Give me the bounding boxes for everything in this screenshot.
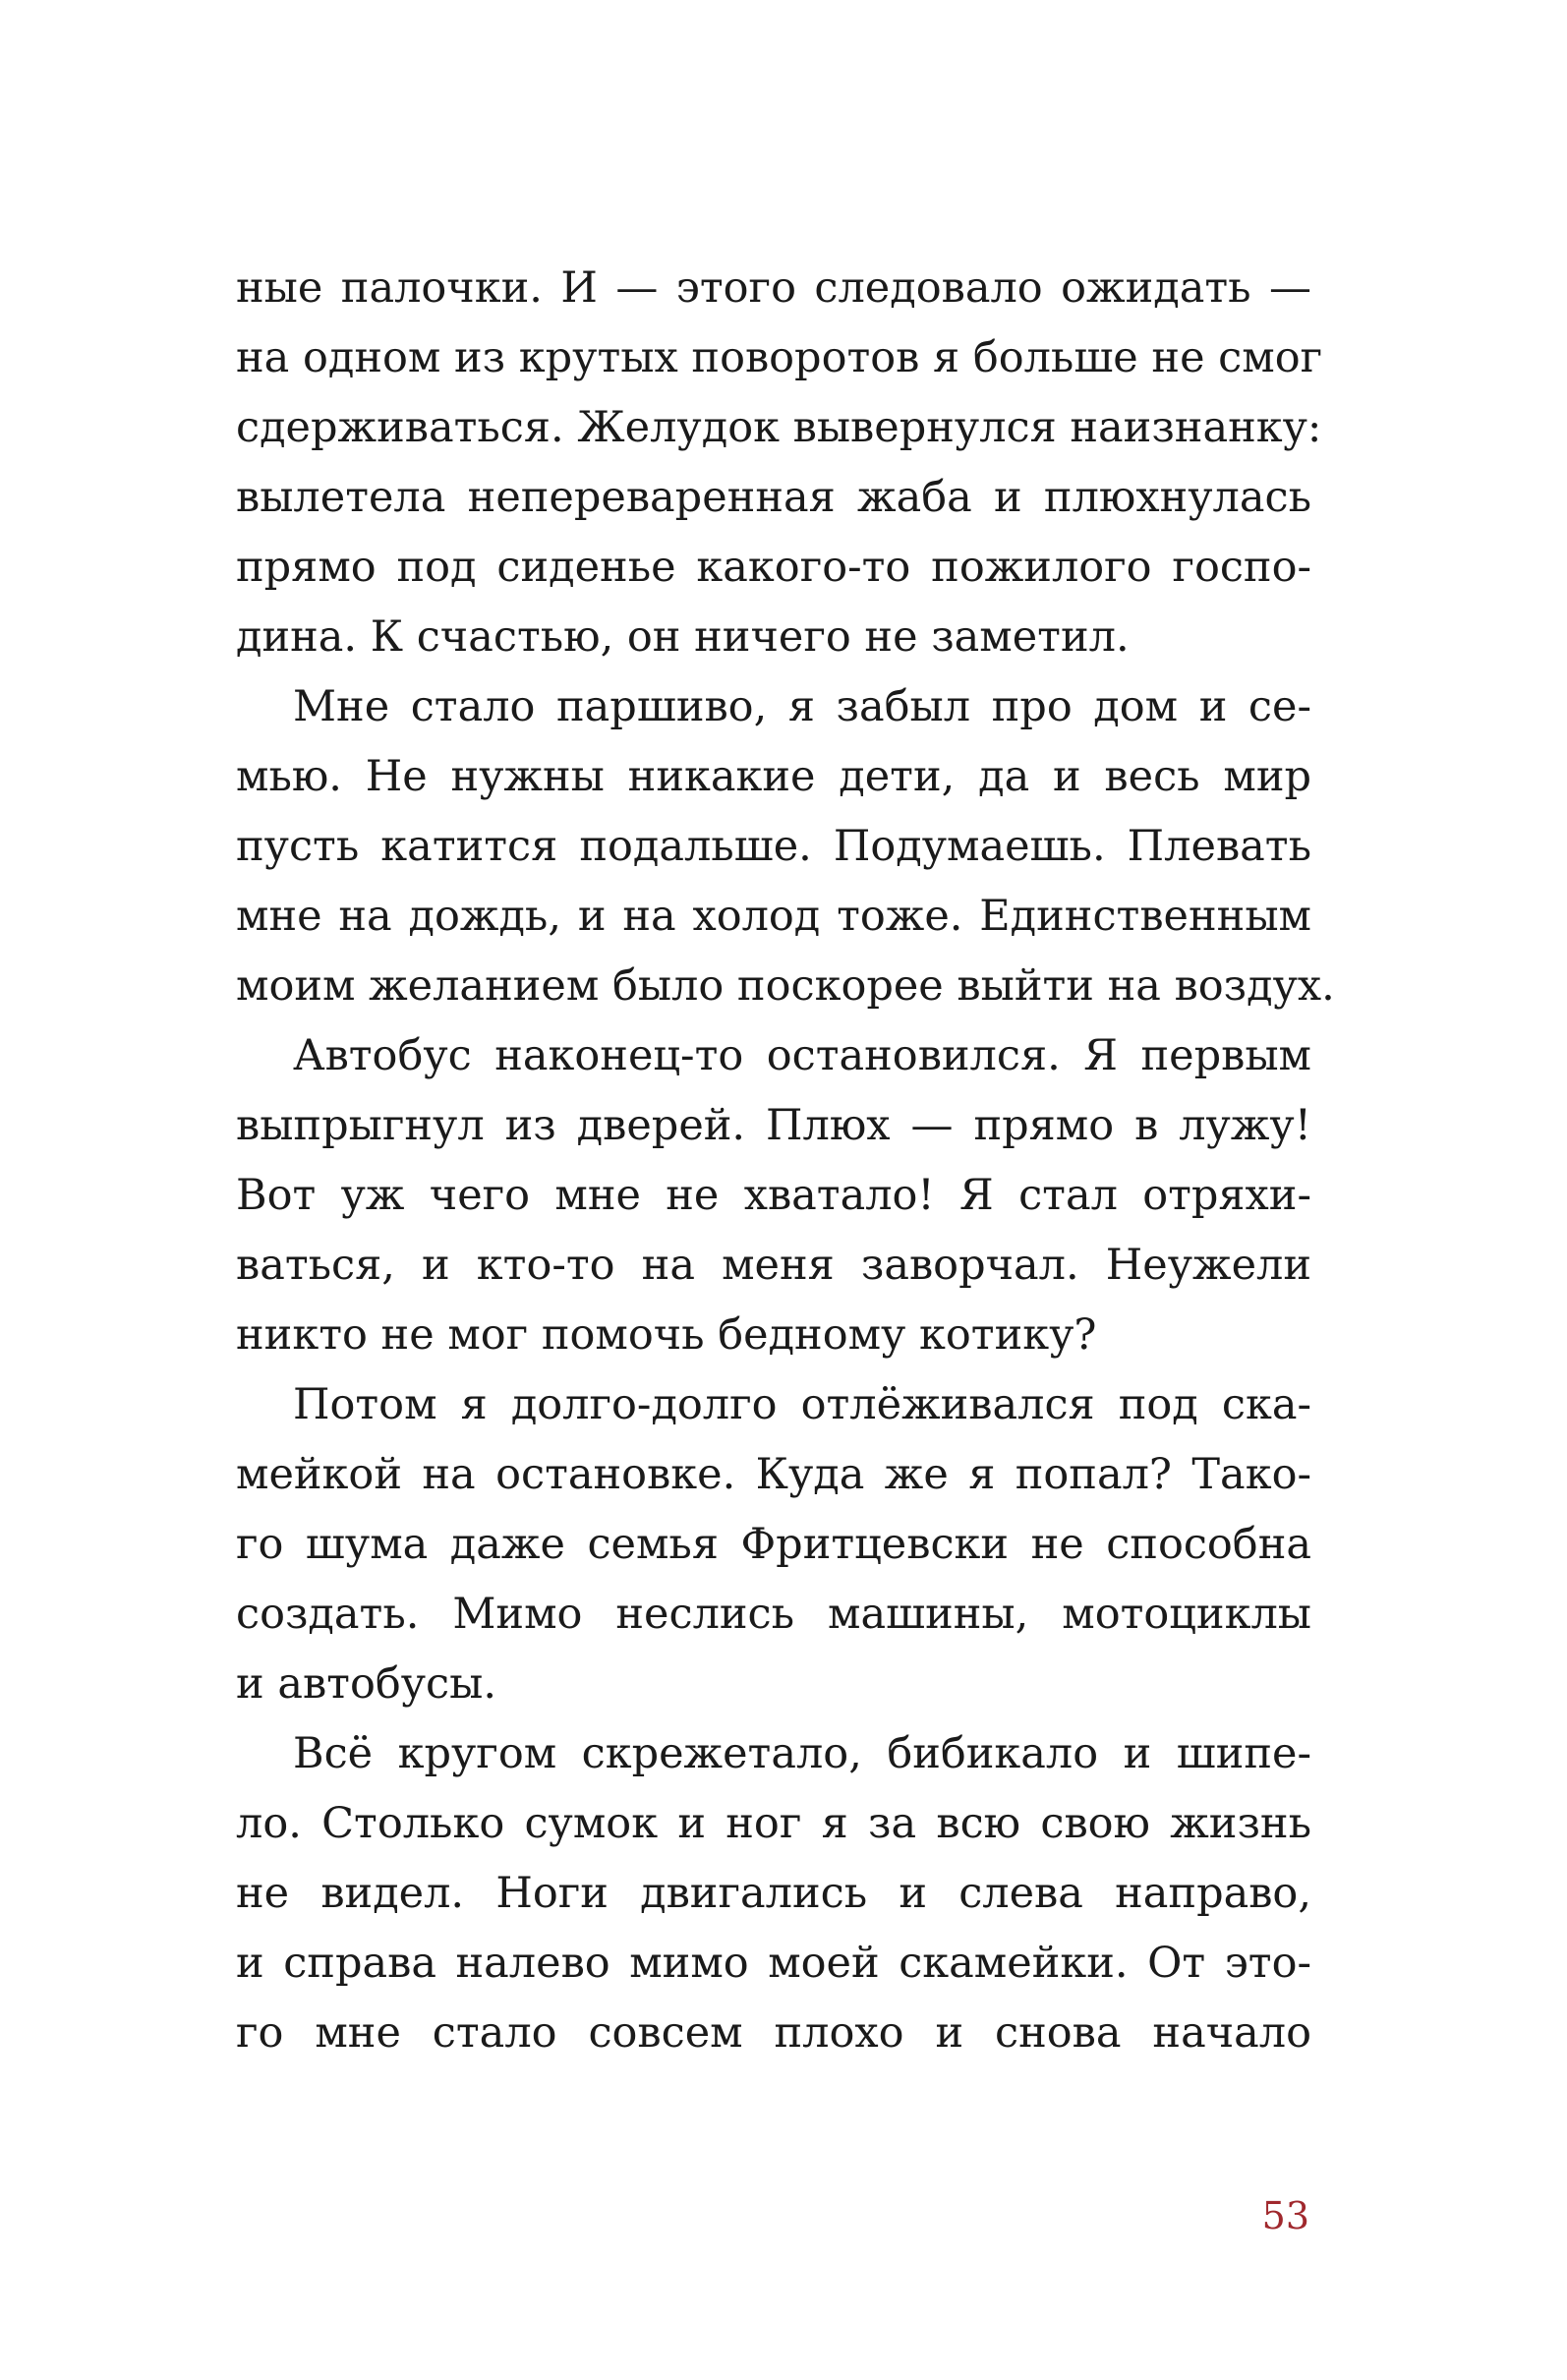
text-line: ваться, и кто-то на меня заворчал. Неужели	[236, 1241, 1311, 1290]
text-line-paragraph-start: Всё кругом скрежетало, бибикало и шипе-	[293, 1729, 1311, 1778]
text-line: создать. Мимо неслись машины, мотоциклы	[236, 1590, 1311, 1639]
text-line: и автобусы.	[236, 1659, 497, 1709]
text-line: мне на дождь, и на холод тоже. Единственным	[236, 892, 1311, 941]
text-line: на одном из крутых поворотов я больше не смог	[236, 333, 1323, 382]
text-line: Вот уж чего мне не хватало! Я стал отряхи-	[236, 1171, 1311, 1220]
text-line-paragraph-start: Потом я долго-долго отлёживался под ска-	[293, 1380, 1311, 1429]
text-line: мейкой на остановке. Куда же я попал? Тако-	[236, 1450, 1311, 1499]
text-line: и справа налево мимо моей скамейки. От это-	[236, 1939, 1311, 1988]
text-line: ные палочки. И — этого следовало ожидать —	[236, 263, 1311, 313]
text-line: сдерживаться. Желудок вывернулся наизнанку:	[236, 403, 1322, 452]
text-line: го шума даже семья Фритцевски не способна	[236, 1520, 1311, 1569]
text-line: не видел. Ноги двигались и слева направо,	[236, 1869, 1311, 1918]
text-line: ло. Столько сумок и ног я за всю свою жизнь	[236, 1799, 1311, 1848]
text-line: выпрыгнул из дверей. Плюх — прямо в лужу!	[236, 1101, 1311, 1150]
text-line: пусть катится подальше. Подумаешь. Плевать	[236, 822, 1311, 871]
text-line: го мне стало совсем плохо и снова начало	[236, 2008, 1311, 2058]
body-text	[236, 254, 1335, 2068]
text-line: никто не мог помочь бедному котику?	[236, 1310, 1097, 1360]
text-line: дина. К счастью, он ничего не заметил.	[236, 612, 1130, 662]
text-line-paragraph-start: Мне стало паршиво, я забыл про дом и се-	[293, 682, 1311, 731]
text-line: вылетела непереваренная жаба и плюхнулась	[236, 473, 1311, 522]
page-number: 53	[1261, 2194, 1309, 2237]
text-line: моим желанием было поскорее выйти на воздух.	[236, 961, 1335, 1011]
text-line-paragraph-start: Автобус наконец-то остановился. Я первым	[293, 1031, 1311, 1080]
text-line: мью. Не нужны никакие дети, да и весь мир	[236, 752, 1311, 801]
text-line: прямо под сиденье какого-то пожилого госпо-	[236, 543, 1311, 592]
